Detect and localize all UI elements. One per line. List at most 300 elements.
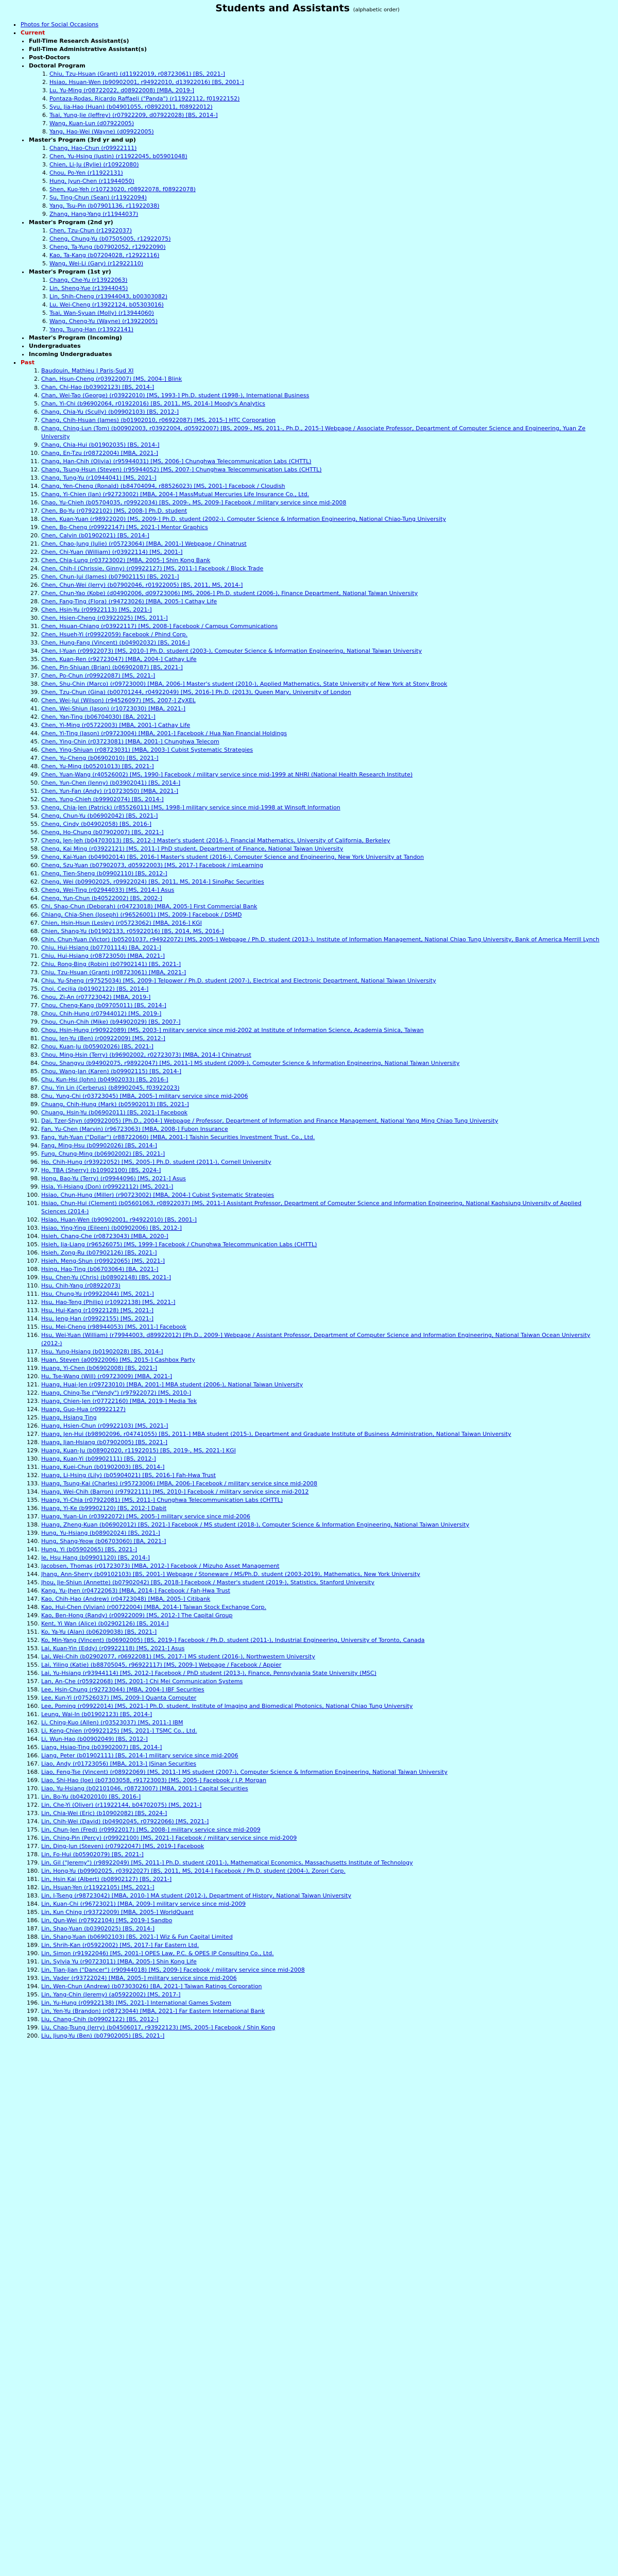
person-link[interactable]: Chin, Chun-Yuan (Victor) (b05201037, r94922072) [MS, 2005-] Webpage / Ph.D. student (2013-), Institute of Information Management, National Chiao Tung University, Bank of America Merrill Lynch <box>41 936 599 943</box>
person-link[interactable]: Chiu, Hui-Hsiang (b07701114) [BA, 2021-] <box>41 944 161 951</box>
person-link[interactable]: Chen, Chia-Lung (r03723002) [MBA, 2005-] Shin Kong Bank <box>41 557 211 564</box>
person-link[interactable]: Liu, Chao-Tsung (Jerry) (b04506017, r93922123) [MS, 2005-] Facebook / Shin Kong <box>41 2024 276 2031</box>
person-link[interactable]: Kang, Yu-Jhen (r04722063) [MBA, 2014-] Facebook / Fah-Hwa Trust <box>41 1587 230 1594</box>
list-item <box>41 1917 603 1925</box>
list-item <box>41 993 603 1002</box>
person-link[interactable]: Baudouin, Mathieu | Paris-Sud XI <box>41 367 134 374</box>
person-link[interactable]: Lin, Chia-Wei (Eric) (b10902082) [BS, 2024-] <box>41 1810 167 1817</box>
person-link[interactable]: Lee, Hsin-Chung (r92723044) [MBA, 2004-] IBF Securities <box>41 1686 204 1693</box>
person-link[interactable]: Chen, Yu-Ming (b05201013) [BS, 2021-] <box>41 763 154 770</box>
person-link[interactable]: Chen, Shu-Chin (Marco) (r09723000) [MBA, 2006-] Master's student (2010-), Applied Mathematics, State University of New York at Stony Brook <box>41 681 448 687</box>
person-link[interactable]: Li, Ching-Kuo (Allen) (r03523037) [MS, 2011-] IBM <box>41 1719 183 1726</box>
person-link[interactable]: Chou, Po-Yen (r11922131) <box>49 170 123 176</box>
person-link[interactable]: Chang, Chia-Hui (b01902035) [BS, 2014-] <box>41 442 160 448</box>
list-item <box>41 639 603 647</box>
person-link[interactable]: Chen, Kuan-Yuan (r98922020) [MS, 2009-] Ph.D. student (2002-), Computer Science & Information Engineering, National Chiao-Tung University <box>41 516 446 522</box>
person-link[interactable]: Cheng, Wei-Ting (r02944033) [MS, 2014-] Asus <box>41 887 175 893</box>
list-item <box>49 87 603 95</box>
person-link[interactable]: Huang, Kuei-Chun (b01902003) [BS, 2014-] <box>41 1464 165 1470</box>
person-link[interactable]: Chen, Yan-Ting (b06704030) [BA, 2021-] <box>41 714 156 720</box>
person-link[interactable]: Cheng, Ho-Chung (b07902007) [BS, 2021-] <box>41 829 164 836</box>
person-link[interactable]: Lin, Hong-Yu (b09902025, r03922027) [BS, 2011, MS, 2014-] Facebook / Ph.D. student (2004-), Zorori Corp. <box>41 1868 346 1874</box>
person-link[interactable]: Cheng, Chung-Yu (b07505005, r12922075) <box>49 235 171 242</box>
person-link[interactable]: Wang, Wei-Li (Gary) (r12922110) <box>49 260 144 267</box>
person-link[interactable]: Chan, Wei-Tao (George) (r03922010) [MS, 1993-] Ph.D. student (1998-), International Business <box>41 392 310 399</box>
person-link[interactable]: Lai, Yiling (Katie) (b88705045, r96922117) [MS, 2009-] Webpage / Facebook / Appier <box>41 1662 282 1668</box>
person-link[interactable]: Hsu, Hao-Teng (Philip) (r10922138) [MS, 2021-] <box>41 1299 176 1306</box>
person-link[interactable]: Chen, Chun-Jui (James) (b07902115) [BS, 2021-] <box>41 573 179 580</box>
person-link[interactable]: Lin, Kuan-Chi (r96723021) [MBA, 2009-] military service since mid-2009 <box>41 1901 246 1907</box>
person-link[interactable]: Lin, I-Tseng (r98723042) [MBA, 2010-] MA student (2012-), Department of History, National Taiwan University <box>41 1892 351 1899</box>
person-link[interactable]: Huang, Ching-Tse ("Vendy") (r97922072) [MS, 2010-] <box>41 1389 192 1396</box>
person-link[interactable]: Lin, Shrih-Kan (r05922002) [MS, 2017-] Far Eastern Ltd. <box>41 1942 199 1948</box>
person-link[interactable]: Chou, Shangyu (b94902075, r98922047) [MS, 2011-] MS student (2009-), Computer Science & Information Engineering, National Taiwan University <box>41 1060 460 1066</box>
person-link[interactable]: Hsiao, Hsuan-Wen (b90902001, r94922010, d13922016) [BS, 2001-] <box>49 79 244 86</box>
person-link[interactable]: Jhou, Jie-Shiun (Annette) (b07902042) [BS, 2018-] Facebook / Master's student (2019-), Statistics, Stanford University <box>41 1579 375 1586</box>
person-link[interactable]: Lin, Ching-Pin (Percy) (r09922100) [MS, 2021-] Facebook / military service since mid-2009 <box>41 1835 297 1841</box>
person-link[interactable]: Chen, Hsin-Yu (r09922113) [MS, 2021-] <box>41 606 152 613</box>
person-link[interactable]: Fang, Yuh-Yuan ("Dollar") (r88722060) [MBA, 2001-] Taishin Securities Investment Trust. Co., Ltd. <box>41 1134 315 1141</box>
person-link[interactable]: Chen, Yuan-Wang (r40526002) [MS, 1990-] Facebook / military service since mid-1999 at NHRI (National Health Research Institute) <box>41 771 413 778</box>
person-link[interactable]: Chang, Yen-Cheng (Ronald) (b84704094, r88526023) [MS, 2001-] Facebook / Cloudish <box>41 483 285 489</box>
person-link[interactable]: Chang, Yi-Chien (Jan) (r92723002) [MBA, 2004-] MassMutual Mercuries Life Insurance Co., Ltd. <box>41 491 310 498</box>
person-link[interactable]: Hsu, Chung-Yu (r09922044) [MS, 2021-] <box>41 1291 154 1297</box>
person-link[interactable]: Ie, Hsu Hang (b09901120) [BS, 2014-] <box>41 1554 150 1561</box>
person-link[interactable]: Hsiao, Huan-Wen (b90902001, r94922010) [BS, 2001-] <box>41 1216 197 1223</box>
person-link[interactable]: Lin, Vader (r93722024) [MBA, 2005-] military service since mid-2006 <box>41 1975 237 1981</box>
person-link[interactable]: Hong, Bao-Yu (Terry) (r09944096) [MS, 2021-] Asus <box>41 1175 186 1182</box>
person-link[interactable]: Chou, Zi-An (r07723042) [MBA, 2019-] <box>41 994 151 1001</box>
person-link[interactable]: Lin, Kun Ching (r93722009) [MBA, 2005-] WorldQuant <box>41 1909 194 1916</box>
person-link[interactable]: Lin, Yen-Yu (Brandon) (r08723044) [MBA, 2021-] Far Eastern International Bank <box>41 2008 265 2014</box>
list-item <box>41 1974 603 1982</box>
person-link[interactable]: Cheng, Tien-Sheng (b09902110) [BS, 2012-] <box>41 870 167 877</box>
person-link[interactable]: Lin, Che-Yi (Oliver) (r11922144, b04702075) [MS, 2021-] <box>41 1802 202 1808</box>
current-groups <box>21 37 603 359</box>
person-link[interactable]: Lin, Shang-Yuan (b06902103) [BS, 2021-] Wiz & Fun Capital Limited <box>41 1934 233 1940</box>
list-item <box>41 1026 603 1035</box>
person-link[interactable]: Huang, Yi-Chia (r07922081) [MS, 2011-] Chunghwa Telecommunication Labs (CHTTL) <box>41 1497 283 1503</box>
person-link[interactable]: Chuang, Hsin-Yu (b06902011) [BS, 2021-] Facebook <box>41 1109 188 1116</box>
list-item <box>41 1702 603 1710</box>
person-link[interactable]: Hsu, Mei-Cheng (r98944053) [MS, 2011-] Facebook <box>41 1324 186 1330</box>
past-section <box>21 359 603 2040</box>
person-link[interactable]: Li, Keng-Chien (r09922125) [MS, 2021-] TSMC Co., Ltd. <box>41 1727 197 1734</box>
list-item <box>49 120 603 128</box>
person-link[interactable]: Syu, Jia-Hao (Huan) (b04901055, r08922011, f08922012) <box>49 104 213 110</box>
person-link[interactable]: Lin, Shih-Cheng (r13944043, b00303082) <box>49 293 168 300</box>
photos-item <box>21 21 603 29</box>
person-link[interactable]: Lu, Yu-Ming (r08722022, d08922008) [MBA, 2019-] <box>49 87 194 94</box>
list-item <box>49 103 603 111</box>
list-item <box>41 936 603 944</box>
person-link[interactable]: Chi, Shao-Chun (Deborah) (r04723018) [MBA, 2005-] First Commercial Bank <box>41 903 258 910</box>
person-link[interactable]: Chu, Yung-Chi (r03723045) [MBA, 2005-] military service since mid-2006 <box>41 1093 248 1099</box>
person-link[interactable]: Yang, Tsung-Han (r13922141) <box>49 326 133 333</box>
person-link[interactable]: Hsia, Yi-Hsiang (Don) (r09922112) [MS, 2021-] <box>41 1183 174 1190</box>
person-link[interactable]: Kao, Chih-Hao (Andrew) (r04723048) [MBA, 2005-] Citibank <box>41 1596 211 1602</box>
person-link[interactable]: Li, Wun-Hao (b00902049) [BS, 2012-] <box>41 1736 148 1742</box>
person-link[interactable]: Chen, Fang-Ting (Flora) (r94723026) [MBA, 2005-] Cathay Life <box>41 598 217 605</box>
top-list <box>12 21 603 2040</box>
person-link[interactable]: Chang, Chih-Hsuan (James) (b01902010, r06922087) [MS, 2015-] HTC Corporation <box>41 417 276 423</box>
person-link[interactable]: Lu, Wei-Cheng (r13922124, b05303016) <box>49 301 164 308</box>
list-item <box>41 738 603 746</box>
person-link[interactable]: Lin, Hsuan-Yen (r11922105) [MS, 2021-] <box>41 1884 154 1891</box>
person-link[interactable]: Chan, Yi-Chi (b96902064, r01922016) [BS, 2011, MS, 2014-] Moody's Analytics <box>41 400 265 407</box>
list-item <box>49 70 603 78</box>
person-link[interactable]: Chen, Yi-Ming (r05722003) [MBA, 2001-] Cathay Life <box>41 722 191 728</box>
person-link[interactable]: Ko, Ya-Yu (Alan) (b06209038) [BS, 2021-] <box>41 1629 157 1635</box>
list-item <box>41 680 603 688</box>
person-link[interactable]: Tsai, Wan-Syuan (Molly) (r13944060) <box>49 310 154 316</box>
list-item <box>41 1010 603 1018</box>
person-link[interactable]: Hung, Shang-Yeow (b06703060) [BA, 2021-] <box>41 1538 166 1545</box>
person-link[interactable]: Lin, Yang-Chin (Jeremy) (a05922002) [MS, 2017-] <box>41 1991 181 1998</box>
person-link[interactable]: Chen, Hsueh-Yi (r09922059) Facebook / Phind Corp. <box>41 631 188 638</box>
person-link[interactable]: Chen, Yun-Fan (Andy) (r10723050) [MBA, 2021-] <box>41 788 179 794</box>
person-link[interactable]: Hsing, Hao-Ting (b06703064) [BA, 2021-] <box>41 1266 159 1273</box>
person-link[interactable]: Huang, Kuan-Yi (b09902111) [BS, 2012-] <box>41 1455 156 1462</box>
person-link[interactable]: Chan, Hsun-Cheng (r03922007) [MS, 2004-] Blink <box>41 376 182 382</box>
person-link[interactable]: Hsieh, Zong-Ru (b07902126) [BS, 2021-] <box>41 1249 157 1256</box>
person-link[interactable]: Fung, Chung-Ming (b06902002) [BS, 2021-] <box>41 1150 165 1157</box>
person-link[interactable]: Huang, Yuan-Lin (r03922072) [MS, 2005-] military service since mid-2006 <box>41 1513 250 1520</box>
person-link[interactable]: Ho, TBA (Sherry) (b10902100) [BS, 2024-] <box>41 1167 161 1174</box>
group-doctoral: • Doctoral Program 1. Chiu, Tzu-Hsuan (Grant) (d11922019, r08723061) [BS, 2021-] 2. Hsiao, Hsuan-Wen (b90902001, r94922010, d13922016) [BS, 2001-] 3. Lu, Yu-Ming (r08722022, d08922008) [MBA, 2019-] 4. Pontaza-Rodas, Ricardo Raffaeli ("Panda") (r11922112, f01922152) 5. Syu, Jia-Hao (Huan) (b04901055, r08922011, f08922012) 6. Tsai, Yung-Jie (Jeffrey) (r07922209, d07922028) [BS, 2014-] 7. Wang, Kuan-Lun (d07922005) 8. Yang, Hao-Wei (Wayne) (d09922005) <box>29 62 603 136</box>
person-link[interactable]: Jacobsen, Thomas (r01723073) [MBA, 2012-] Facebook / Mizuho Asset Management <box>41 1563 280 1569</box>
person-link[interactable]: Cheng, Chia-Jen (Patrick) (r85526011) [MS, 1998-] military service since mid-1998 at Winsoft Information <box>41 804 340 811</box>
person-link[interactable]: Chen, Bo-Yu (r07922102) [MS, 2008-] Ph.D. student <box>41 507 187 514</box>
person-link[interactable]: Liang, Peter (b01902111) [BS, 2014-] military service since mid-2006 <box>41 1752 238 1759</box>
list-item <box>41 828 603 837</box>
person-link[interactable]: Zhang, Hang-Yang (r11944037) <box>49 211 139 217</box>
person-link[interactable]: Kao, Ben-Hong (Randy) (r00922009) [MS, 2012-] The Capital Group <box>41 1612 233 1619</box>
person-link[interactable]: Chan, Chi-Hao (b03902123) [BS, 2014-] <box>41 384 154 391</box>
past-label: Past <box>21 359 35 366</box>
person-link[interactable]: Liu, Chang-Chih (b09902122) [BS, 2012-] <box>41 2016 159 2023</box>
person-link[interactable]: Chang, Han-Chih (Olivia) (r95944031) [MS, 2006-] Chunghwa Telecommunication Labs (CHTTL) <box>41 458 312 465</box>
list-item <box>41 1620 603 1628</box>
person-link[interactable]: Chou, Wang-Jan (Karen) (b09902115) [BS, 2014-] <box>41 1068 182 1075</box>
person-link[interactable]: Huang, Kuan-Ju (b08902020, r11922015) [BS, 2019-, MS, 2021-] KGI <box>41 1447 236 1454</box>
list-item <box>41 969 603 977</box>
person-link[interactable]: Chen, Ying-Chin (r03723081) [MBA, 2001-] Chunghwa Telecom <box>41 738 219 745</box>
person-link[interactable]: Lan, An-Che (r05922068) [MS, 2001-] Chi Mei Communication Systems <box>41 1678 243 1685</box>
list-item <box>41 1158 603 1166</box>
list-item <box>41 1496 603 1504</box>
person-link[interactable]: Lai, Yu-Hsiang (r93944114) [MS, 2012-] Facebook / PhD student (2013-), Finance, Pennsylvania State University (MSC) <box>41 1670 376 1676</box>
person-link[interactable]: Hsieh, Jia-Liang (r96526075) [MS, 1999-] Facebook / Chunghwa Telecommunication Labs (CHTTL) <box>41 1241 317 1248</box>
person-link[interactable]: Liang, Hsiao-Ting (b03902007) [BS, 2014-] <box>41 1744 162 1751</box>
person-link[interactable]: Chen, Calvin (b01902021) [BS, 2014-] <box>41 532 149 539</box>
list-item <box>41 1067 603 1076</box>
person-link[interactable]: Liao, Shi-Hao (Joe) (b07303058, r91723003) [MS, 2005-] Facebook / J.P. Morgan <box>41 1777 267 1784</box>
list-item <box>41 1950 603 1958</box>
person-link[interactable]: Chao, Yu-Chieh (b05704035, r09922034) [BS, 2009-, MS, 2009-] Facebook / military service since mid-2008 <box>41 499 347 506</box>
page-title <box>12 2 603 16</box>
person-link[interactable]: Lin, Tian-Jian ("Dancer") (r90944018) [MS, 2009-] Facebook / military service since mid-2008 <box>41 1967 305 1973</box>
person-link[interactable]: Hu, Tse-Wang (Will) (r09723009) [MBA, 2021-] <box>41 1373 173 1380</box>
person-link[interactable]: Chou, Ming-Hsin (Terry) (b96902002, r02723073) [MBA, 2014-] Chinatrust <box>41 1052 251 1058</box>
person-link[interactable]: Chen, Hsien-Cheng (r03922025) [MS, 2011-] <box>41 615 168 621</box>
person-link[interactable]: Kent, Yi Wan (Alice) (b02902126) [BS, 2014-] <box>41 1620 169 1627</box>
person-link[interactable]: Hsu, Hui-Kang (r10922128) [MS, 2021-] <box>41 1307 154 1314</box>
person-link[interactable]: Chen, Chih-I (Chrissie, Ginny) (r09922127) [MS, 2011-] Facebook / Block Trade <box>41 565 264 572</box>
person-link[interactable]: Lin, Bo-Yu (b04202010) [BS, 2016-] <box>41 1793 141 1800</box>
person-link[interactable]: Huang, Yi-Ke (b99902120) [BS, 2012-] Dabit <box>41 1505 167 1512</box>
list-item <box>41 1364 603 1372</box>
person-link[interactable]: Wang, Cheng-Yu (Wayne) (r13922005) <box>49 318 158 325</box>
list-item <box>41 1166 603 1175</box>
person-link[interactable]: Huang, Wei-Chih (Barron) (r97922111) [MS, 2010-] Facebook / military service since mid-2012 <box>41 1488 309 1495</box>
list-item <box>41 861 603 870</box>
person-link[interactable]: Chu, Kun-Hsi (John) (b04902033) [BS, 2016-] <box>41 1076 168 1083</box>
person-link[interactable]: Fan, Yu-Chen (Marvin) (r96723063) [MBA, 2008-] Fubon Insurance <box>41 1126 228 1132</box>
person-link[interactable]: Lin, Ding-Jun (Steven) (r07922047) [MS, 2019-] Facebook <box>41 1843 204 1850</box>
person-link[interactable]: Jhang, Ann-Sherry (b09102103) [BS, 2001-] Webpage / Stoneware / MS/Ph.D. student (2003-2019), Mathematics, New York University <box>41 1571 420 1578</box>
person-link[interactable]: Chien, Shang-Yu (b01902133, r05922016) [BS, 2014, MS, 2016-] <box>41 928 224 935</box>
list-item <box>41 927 603 936</box>
person-link[interactable]: Lin, Hsin Kai (Albert) (b08902127) [BS, 2021-] <box>41 1876 172 1883</box>
list-item <box>41 1142 603 1150</box>
list-item <box>41 1191 603 1199</box>
person-link[interactable]: Huang, Hsien-Chun (r09922103) [MS, 2021-] <box>41 1422 168 1429</box>
person-link[interactable]: Chou, Kuan-Ju (b05902026) [BS, 2021-] <box>41 1043 153 1050</box>
person-link[interactable]: Chen, Yi-Ting (Jason) (r09723004) [MBA, 2001-] Facebook / Hua Nan Financial Holdings <box>41 730 287 737</box>
person-link[interactable]: Chang, Tsung-Hsun (Steven) (r95944052) [MS, 2007-] Chunghwa Telecommunication Labs (CHTTL) <box>41 466 322 473</box>
person-link[interactable]: Lee, Poming (r09922014) [MS, 2021-] Ph.D. student, Institute of Imaging and Biomedical Photonics, National Chiao Tung University <box>41 1703 413 1709</box>
person-link[interactable]: Huang, Jian-Hsiang (b07902005) [BS, 2021-] <box>41 1439 168 1446</box>
person-link[interactable]: Chang, En-Tzu (r08722004) [MBA, 2021-] <box>41 450 158 456</box>
person-link[interactable]: Chen, Yu-Hsing (Justin) (r11922045, b05901048) <box>49 153 187 160</box>
person-link[interactable]: Chien, Li-Ju (Rylie) (r10922080) <box>49 161 139 168</box>
person-link[interactable]: Chen, Chun-Wei (Jerry) (b07902046, r01922005) [BS, 2011, MS, 2014-] <box>41 582 243 588</box>
person-link[interactable]: Chou, Jen-Yu (Ben) (r00922009) [MS, 2012-] <box>41 1035 165 1042</box>
list-item <box>41 1117 603 1125</box>
person-link[interactable]: Chen, Po-Chun (r09922087) [MS, 2021-] <box>41 672 156 679</box>
person-link[interactable]: Huang, Chien-Jen (r07722160) [MBA, 2019-] Media Tek <box>41 1398 197 1404</box>
person-link[interactable]: Lin, Simon (r91922046) [MS, 2001-] OPES Law, P.C. & OPES IP Consulting Co., Ltd. <box>41 1950 274 1957</box>
person-link[interactable]: Chen, Kuan-Ren (r92723047) [MBA, 2004-] Cathay Life <box>41 656 197 663</box>
person-link[interactable]: Yang, Tsu-Pin (b07901136, r11922038) <box>49 202 160 209</box>
person-link[interactable]: Tsai, Yung-Jie (Jeffrey) (r07922209, d07922028) [BS, 2014-] <box>49 112 218 118</box>
person-link[interactable]: Fang, Ming-Hsu (b09902026) [BS, 2014-] <box>41 1142 157 1149</box>
person-link[interactable]: Chiu, Rong-Bing (Robin) (b07902141) [BS, 2021-] <box>41 961 181 968</box>
person-link[interactable]: Chiu, Tzu-Hsuan (Grant) (r08723061) [MBA, 2021-] <box>41 969 186 976</box>
person-link[interactable]: Cheng, Wei (b09902025, r09922024) [BS, 2011, MS, 2014-] SinoPac Securities <box>41 878 264 885</box>
person-link[interactable]: Chiu, Yu-Sheng (r97525034) [MS, 2009-] Telpower / Ph.D. student (2007-), Electrical and Electronic Department, National Taiwan University <box>41 977 436 984</box>
person-link[interactable]: Ko, Min-Yang (Vincent) (b06902005) [BS, 2019-] Facebook / Ph.D. student (2011-), Industrial Engineering, University of Toronto, Canada <box>41 1637 425 1643</box>
person-link[interactable]: Chen, Chao-Jung (Julie) (r05723064) [MBA, 2001-] Webpage / Chinatrust <box>41 540 247 547</box>
list-item <box>49 202 603 210</box>
person-link[interactable]: Liao, Andy (r01723056) [MBA, 2013-] JSinan Securities <box>41 1760 197 1767</box>
list-item <box>41 2007 603 2015</box>
list-item <box>41 911 603 919</box>
person-link[interactable]: Chuang, Chih-Hung (Mark) (b05902013) [BS, 2021-] <box>41 1101 189 1108</box>
person-link[interactable]: Chang, Tung-Yu (r10944041) [MS, 2021-] <box>41 474 157 481</box>
person-link[interactable]: Huang, Yi-Chen (b06902008) [BS, 2021-] <box>41 1365 158 1371</box>
person-link[interactable]: Huan, Steven (a00922006) [MS, 2015-] Cashbox Party <box>41 1357 195 1363</box>
person-link[interactable]: Chang, Chia-Yu (Scully) (b09902103) [BS, 2012-] <box>41 409 179 415</box>
person-link[interactable]: Chen, Pin-Shiuan (Brian) (b06902087) [BS, 2021-] <box>41 664 183 671</box>
person-link[interactable]: Chou, Chih-Hung (r07944012) [MS, 2019-] <box>41 1010 162 1017</box>
person-link[interactable]: Choi, Cecilia (b01902122) [BS, 2014-] <box>41 986 149 992</box>
list-item <box>41 367 603 375</box>
person-link[interactable]: Lee, Kun-Yi (r07526037) [MS, 2009-] Quanta Computer <box>41 1694 197 1701</box>
person-link[interactable]: Chen, Hung-Fang (Vincent) (b04902032) [BS, 2016-] <box>41 639 190 646</box>
person-link[interactable]: Chen, Yun-Chen (Jenny) (b03902041) [BS, 2014-] <box>41 779 181 786</box>
list-item <box>41 2015 603 2024</box>
person-link[interactable]: Chiu, Tzu-Hsuan (Grant) (d11922019, r08723061) [BS, 2021-] <box>49 71 225 77</box>
person-link[interactable]: Liao, Yu-Hsiang (b02101046, r08723007) [MBA, 2001-] Capital Securities <box>41 1785 248 1792</box>
person-link[interactable]: Chen, Chun-Yao (Kobe) (d04902006, d09723006) [MS, 2006-] Ph.D. student (2006-), Finance Department, National Taiwan University <box>41 590 418 597</box>
list-item <box>49 210 603 218</box>
list-item <box>41 1504 603 1513</box>
masters2-list <box>29 227 603 268</box>
list-item <box>49 95 603 103</box>
person-link[interactable]: Pontaza-Rodas, Ricardo Raffaeli ("Panda") (r11922112, f01922152) <box>49 95 240 102</box>
person-link[interactable]: Cheng, Ta-Yung (b07902052, r12922090) <box>49 244 166 250</box>
person-link[interactable]: Lin, Chun-Jen (Fred) (r09922017) [MS, 2008-] military service since mid-2009 <box>41 1826 261 1833</box>
person-link[interactable]: Lin, Shao-Yuan (b03902025) [BS, 2014-] <box>41 1925 155 1932</box>
list-item <box>41 1513 603 1521</box>
list-item <box>41 1298 603 1307</box>
list-item <box>41 952 603 960</box>
person-link[interactable]: Chen, Tzu-Chun (Gina) (b00701244, r04922049) [MS, 2016-] Ph.D. (2013), Queen Mary, University of London <box>41 689 351 696</box>
person-link[interactable]: Cheng, Kai-Yuan (b04902014) [BS, 2016-] Master's student (2016-), Computer Science and Engineering, New York University at Tandon <box>41 854 424 860</box>
list-item <box>41 1999 603 2007</box>
list-item <box>41 1224 603 1232</box>
person-link[interactable]: Hsiao, Chun-Hui (Clement) (b05601063, r08922037) [MS, 2011-] Assistant Professor, Department of Computer Science and Information Engineering, National Kaohsiung University of Applied Sciences (2014-) <box>41 1200 581 1215</box>
person-link[interactable]: Hung, Jyun-Chen (r11944050) <box>49 178 134 184</box>
person-link[interactable]: Hsu, Chen-Yu (Chris) (b08902148) [BS, 2021-] <box>41 1274 171 1281</box>
person-link[interactable]: Huang, Jen-Hui (b98902096, r04741055) [BS, 2011-] MBA student (2015-), Department and Graduate Institute of Business Administration, National Taiwan University <box>41 1431 511 1437</box>
list-item <box>41 1809 603 1818</box>
person-link[interactable]: Lin, Qun-Wei (r07922104) [MS, 2019-] Sandbo <box>41 1917 173 1924</box>
list-item <box>41 1710 603 1719</box>
person-link[interactable]: Chang, Hao-Chun (r09922111) <box>49 145 137 151</box>
person-link[interactable]: Hsiao, Ying-Ying (Eileen) (b00902006) [BS, 2012-] <box>41 1225 182 1231</box>
person-link[interactable]: Cheng, Kai Ming (r03922121) [MS, 2011-] PhD student, Department of Finance, National Taiwan University <box>41 845 344 852</box>
list-item <box>41 1076 603 1084</box>
person-link[interactable]: Kao, Hui-Chen (Vivian) (r00722004) [MBA, 2014-] Taiwan Stock Exchange Corp. <box>41 1604 267 1611</box>
person-link[interactable]: Chen, Wei-Shiun (Jason) (r10723030) [MBA, 2021-] <box>41 705 186 712</box>
person-link[interactable]: Lai, Wei-Chih (b02902077, r06922081) [MS, 2017-] MS student (2016-), Northwestern University <box>41 1653 315 1660</box>
photos-link[interactable]: Photos for Social Occasions <box>21 21 99 28</box>
list-item <box>41 1315 603 1323</box>
person-link[interactable]: Hung, Yu-Hsiang (b08902024) [BS, 2021-] <box>41 1530 160 1536</box>
person-link[interactable]: Cheng, Chun-Yu (b06902042) [BS, 2021-] <box>41 812 158 819</box>
person-link[interactable]: Chou, Cheng-Kang (b09705011) [BS, 2014-] <box>41 1002 166 1009</box>
person-link[interactable]: Chen, Tzu-Chun (r12922037) <box>49 227 132 234</box>
person-link[interactable]: Chen, Bo-Cheng (r09922147) [MS, 2021-] Mentor Graphics <box>41 524 208 531</box>
person-link[interactable]: Cheng, Cindy (b04902058) [BS, 2016-] <box>41 821 151 827</box>
person-link[interactable]: Chen, Chi-Yuan (William) (r03922114) [MS, 2001-] <box>41 549 183 555</box>
list-item <box>41 1661 603 1669</box>
person-link[interactable]: Lin, Gil ("Jeremy") (r98922049) [MS, 2011-] Ph.D. student (2011-), Mathematical Economics, Massachusetts Institute of Technology <box>41 1859 413 1866</box>
person-link[interactable]: Chen, I-Yuan (r09922073) [MS, 2010-] Ph.D. student (2003-), Computer Science & Information Engineering, National Taiwan University <box>41 648 422 654</box>
person-link[interactable]: Hsieh, Meng-Shun (r09922065) [MS, 2021-] <box>41 1258 165 1264</box>
list-item <box>41 532 603 540</box>
list-item <box>41 1991 603 1999</box>
list-item <box>41 1455 603 1463</box>
list-item <box>41 1793 603 1801</box>
person-link[interactable]: Chou, Chun-Chih (Mike) (b94902029) [BS, 2007-] <box>41 1019 181 1025</box>
person-link[interactable]: Hsu, Chih-Yang (r08922073) <box>41 1282 121 1289</box>
list-item <box>41 1859 603 1867</box>
person-link[interactable]: Hsieh, Chang-Che (r08723043) [MBA, 2020-] <box>41 1233 168 1240</box>
person-link[interactable]: Lin, Fo-Hui (b05902079) [BS, 2021-] <box>41 1851 144 1858</box>
person-link[interactable]: Lin, Yu-Hung (r09922138) [MS, 2021-] International Games System <box>41 1999 232 2006</box>
person-link[interactable]: Cheng, Szu-Yuan (b07902073, d05922003) [MS, 2017-] Facebook / imLearning <box>41 862 263 869</box>
group-full-time-admin: • Full-Time Administrative Assistant(s) <box>29 45 603 54</box>
person-link[interactable]: Su, Ting-Chun (Sean) (r11922094) <box>49 194 147 201</box>
person-link[interactable]: Cheng, Yun-Chun (b40522002) [BS, 2002-] <box>41 895 162 902</box>
person-link[interactable]: Chen, Ying-Shiuan (r08723031) [MBA, 2003-] Cubist Systematic Strategies <box>41 747 253 753</box>
person-link[interactable]: Chiang, Chia-Shen (Joseph) (r96526001) [MS, 2009-] Facebook / DSMD <box>41 911 242 918</box>
list-item <box>41 1966 603 1974</box>
person-link[interactable]: Leung, Wai-In (b01902123) [BS, 2014-] <box>41 1711 152 1718</box>
person-link[interactable]: Hung, Yi (b05902065) [BS, 2021-] <box>41 1546 137 1553</box>
person-link[interactable]: Chien, Hsin-Hsun (Lesley) (r05723062) [MBA, 2016-] KGI <box>41 920 202 926</box>
person-link[interactable]: Cheng, Jen-Jeh (b04703013) [BS, 2012-] Master's student (2016-), Financial Mathematics, University of California, Berkeley <box>41 837 390 844</box>
person-link[interactable]: Chu, Yin Lin (Cerberus) (b89902045, f03922023) <box>41 1084 180 1091</box>
person-link[interactable]: Chiu, Hui-Hsiang (r08723050) [MBA, 2021-] <box>41 953 165 959</box>
person-link[interactable]: Hsu, Yung-Hsiang (b01902028) [BS, 2014-] <box>41 1348 163 1355</box>
person-link[interactable]: Huang, Huai-Jen (r09723010) [MBA, 2001-] MBA student (2006-), National Taiwan University <box>41 1381 303 1388</box>
person-link[interactable]: Chang, Che-Yu (r13922063) <box>49 277 128 283</box>
person-link[interactable]: Liao, Feng-Tse (Vincent) (r08922069) [MS, 2011-] MS student (2007-), Computer Science & Information Engineering, National Taiwan University <box>41 1769 448 1775</box>
person-link[interactable]: Ho, Chih-Hung (r93922052) [MS, 2005-] Ph.D. student (2011-), Cornell University <box>41 1159 271 1165</box>
person-link[interactable]: Chen, Yung-Chieh (b99902074) [BS, 2014-] <box>41 796 164 803</box>
person-link[interactable]: Lai, Kuan-Yin (Eddy) (r09922118) [MS, 2021-] Asus <box>41 1645 185 1652</box>
list-item <box>41 1562 603 1570</box>
list-item <box>41 1636 603 1645</box>
list-item <box>41 441 603 449</box>
person-link[interactable]: Chou, Hsin-Hung (r90922089) [MS, 2003-] military service since mid-2002 at Institute of Information Science, Academia Sinica, Taiwan <box>41 1027 424 1033</box>
person-link[interactable]: Yang, Hao-Wei (Wayne) (d09922005) <box>49 128 154 135</box>
person-link[interactable]: Hsiao, Chun-Hung (Miller) (r90723002) [MBA, 2004-] Cubist Systematic Strategies <box>41 1192 274 1198</box>
person-link[interactable]: Chen, Wei-Jui (Wilson) (r94526097) [MS, 2007-] ZyXEL <box>41 697 196 704</box>
person-link[interactable]: Huang, Zheng-Kuan (b06902012) [BS, 2021-] Facebook / MS student (2018-), Computer Science & Information Engineering, National Taiwan University <box>41 1521 470 1528</box>
person-link[interactable]: Chen, Hsuan-Chiang (r03922117) [MS, 2008-] Facebook / Campus Communications <box>41 623 278 630</box>
person-link[interactable]: Huang, Tsung-Kai (Charles) (r95723006) [MBA, 2006-] Facebook / military service since mid-2008 <box>41 1480 318 1487</box>
person-link[interactable]: Huang, Li-Hsing (Lily) (b05904021) [BS, 2016-] Fah-Hwa Trust <box>41 1472 216 1479</box>
list-item <box>49 144 603 152</box>
person-link[interactable]: Wang, Kuan-Lun (d07922005) <box>49 120 134 127</box>
person-link[interactable]: Kao, Ta-Kang (b07204028, r12922116) <box>49 252 160 259</box>
person-link[interactable]: Lin, Wen-Chun (Andrew) (b07303026) [BA, 2021-] Taiwan Ratings Corporation <box>41 1983 262 1990</box>
person-link[interactable]: Liu, Jiung-Yu (Ben) (b07902005) [BS, 2021-] <box>41 2032 165 2039</box>
person-link[interactable]: Hsu, Jeng-Han (r09922155) [MS, 2021-] <box>41 1315 153 1322</box>
person-link[interactable]: Huang, Hsiang Ting <box>41 1414 97 1421</box>
person-link[interactable]: Lin, Chih-Wei (David) (b04902045, r07922066) [MS, 2021-] <box>41 1818 209 1825</box>
person-link[interactable]: Huang, Guo-Hua (r09922127) <box>41 1406 126 1413</box>
list-item <box>41 787 603 795</box>
list-item <box>49 317 603 326</box>
list-item <box>41 1430 603 1438</box>
person-link[interactable]: Chang, Ching-Lun (Tom) (b00902003, r03922004, d05922007) [BS, 2009-, MS, 2011-, Ph.D., 2015-] Webpage / Associate Professor, Department of Computer Science and Engineering, Yuan Ze University <box>41 425 586 440</box>
person-link[interactable]: Dai, Tzer-Shyn (d90922005) [Ph.D., 2004-] Webpage / Professor, Department of Information and Finance Management, National Yang Ming Chiao Tung University <box>41 1117 499 1124</box>
person-link[interactable]: Hsu, Wei-Yuan (William) (r79944003, d89922012) [Ph.D., 2009-] Webpage / Assistant Professor, Department of Computer Science and Information Engineering, National Taiwan Ocean University (2012-) <box>41 1332 591 1347</box>
list-item <box>41 878 603 886</box>
person-link[interactable]: Chen, Yu-Cheng (b06902010) [BS, 2021-] <box>41 755 159 761</box>
person-link[interactable]: Lin, Sheng-Yue (r13944045) <box>49 285 128 292</box>
person-link[interactable]: Shen, Kuo-Yeh (r10723020, r08922078, f08922078) <box>49 186 196 193</box>
person-link[interactable]: Lin, Sylvia Yu (r90723011) [MBA, 2005-] Shin Kong Life <box>41 1958 197 1965</box>
list-item <box>41 1265 603 1274</box>
